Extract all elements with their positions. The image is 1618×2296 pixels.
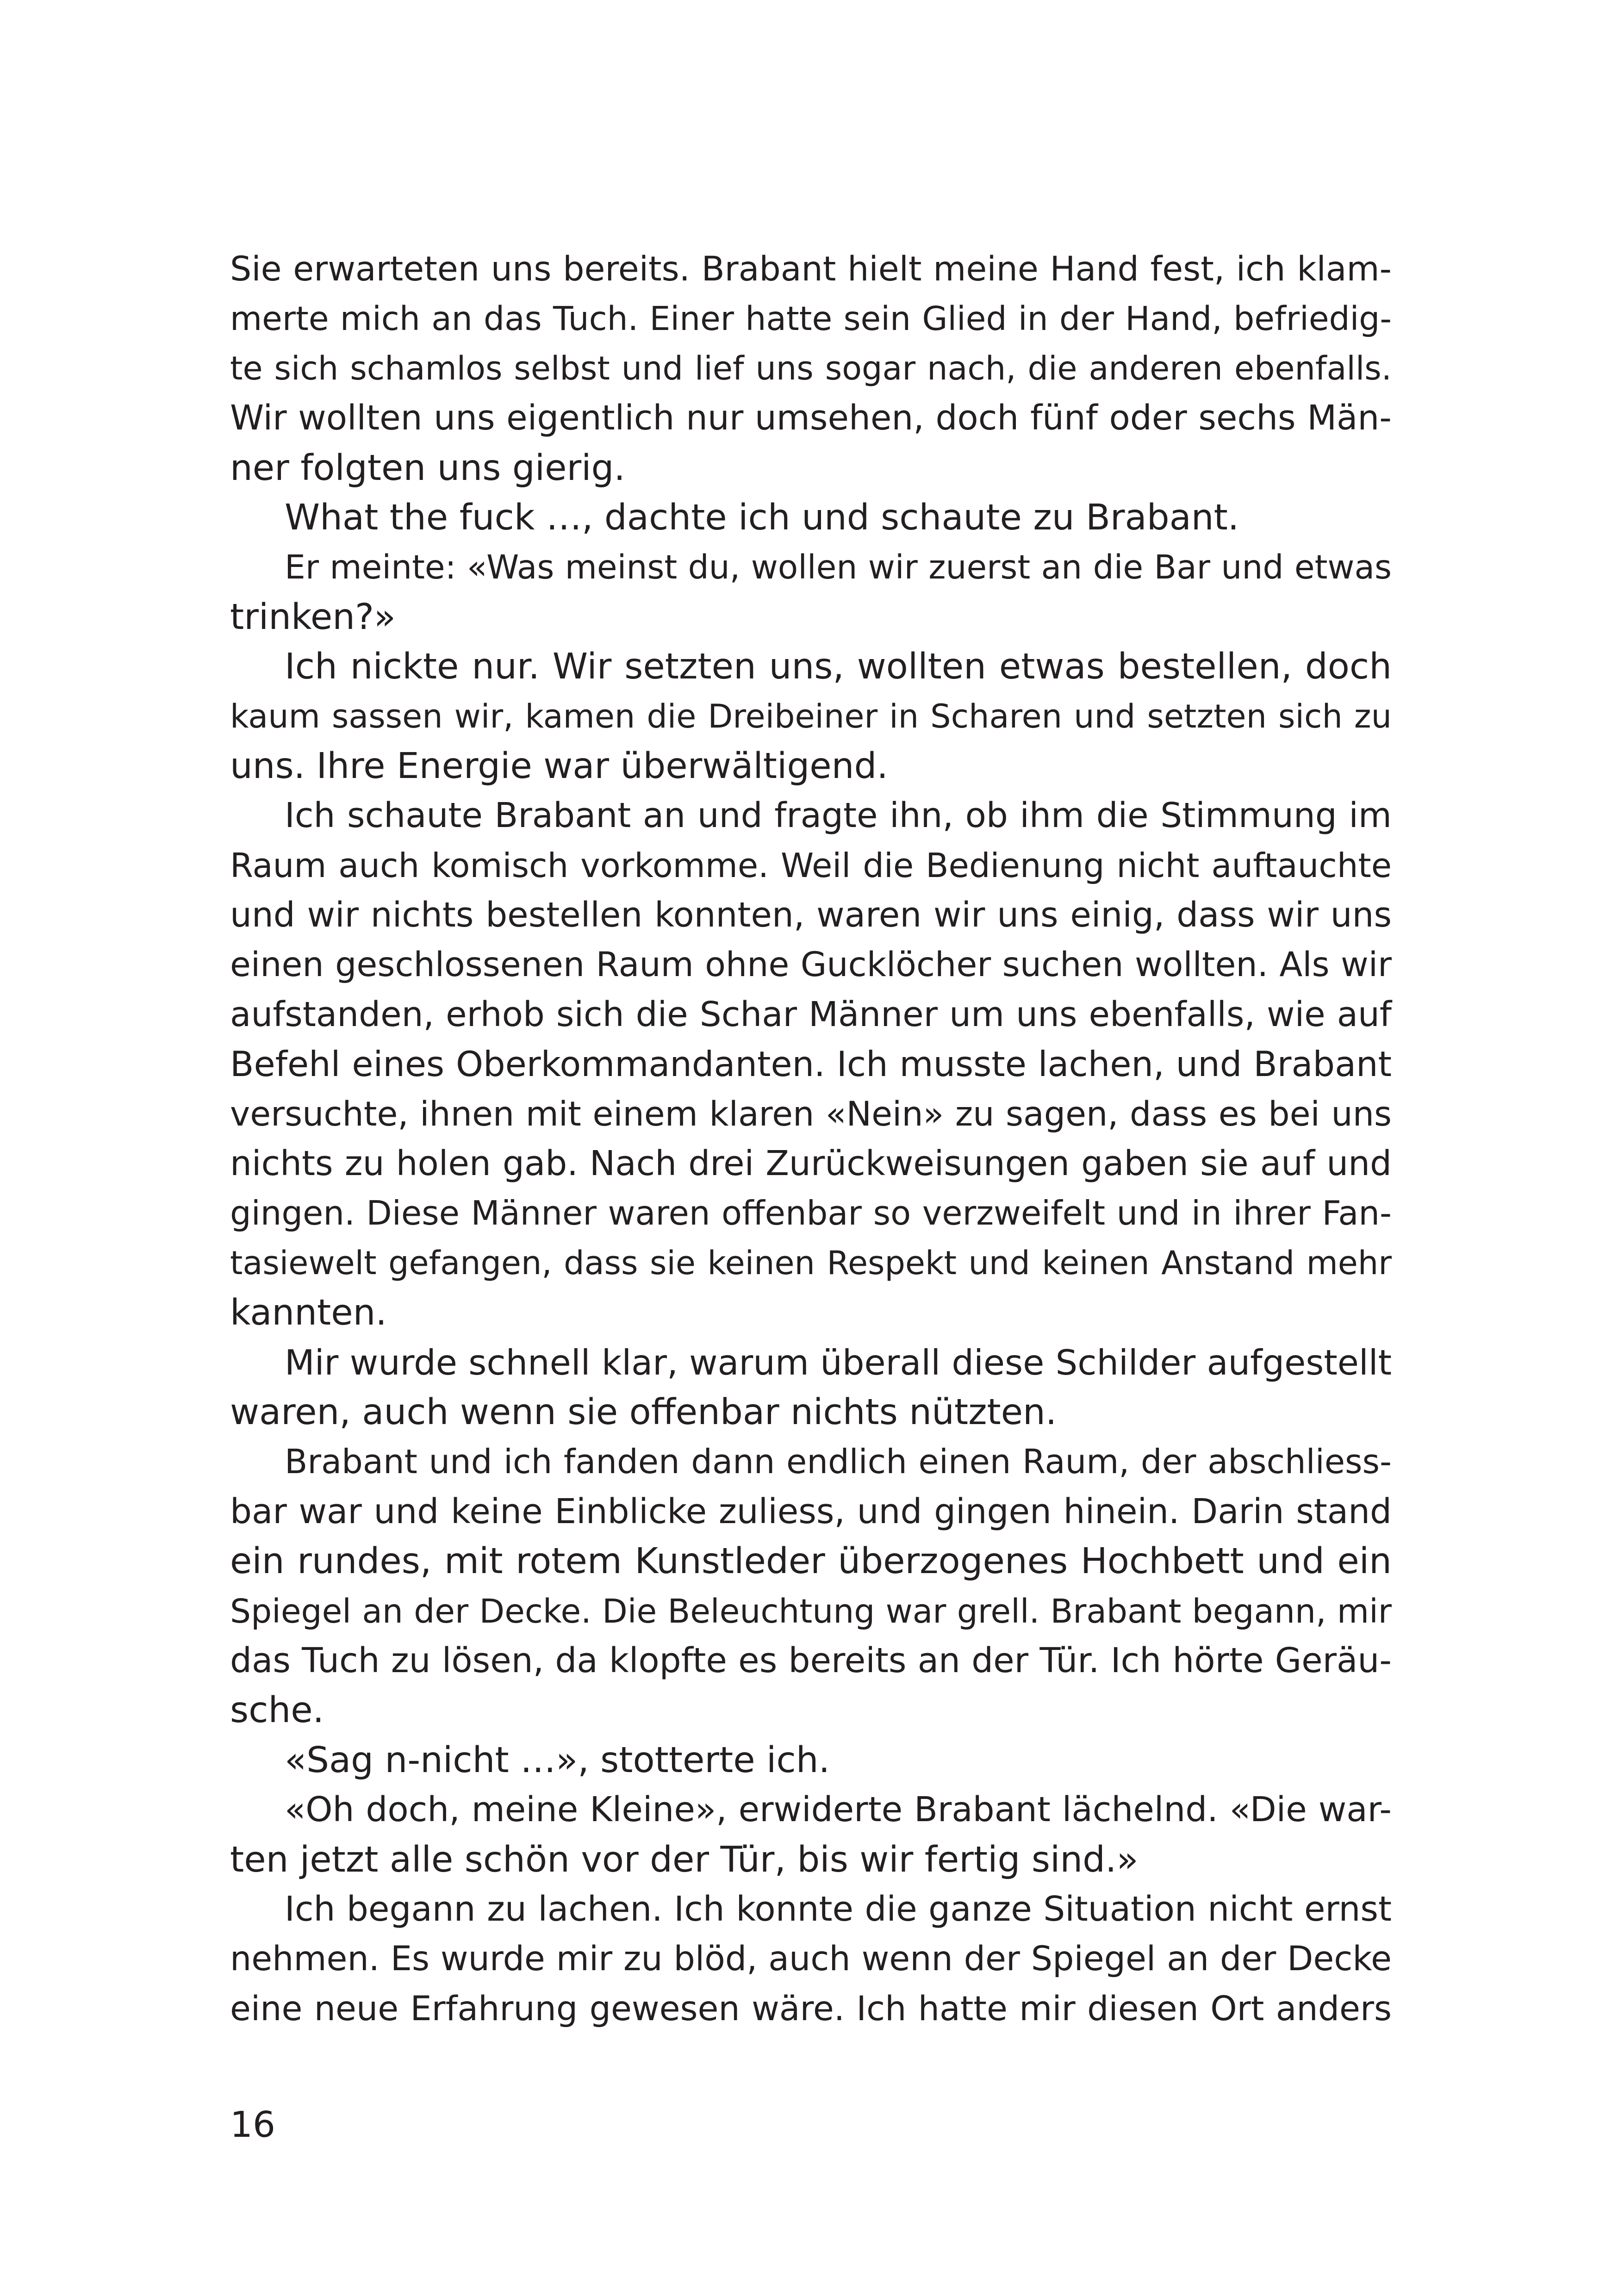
text-line: Spiegel an der Decke. Die Beleuchtung war grell. Brabant begann, mir <box>230 1592 1392 1630</box>
text-line: kaum sassen wir, kamen die Dreibeiner in Scharen und setzten sich zu <box>230 697 1392 735</box>
text-line: nehmen. Es wurde mir zu blöd, auch wenn der Spiegel an der Decke <box>230 1939 1392 1979</box>
text-line: uns. Ihre Energie war überwältigend. <box>230 745 888 787</box>
text-line: das Tuch zu lösen, da klopfte es bereits an der Tür. Ich hörte Geräu- <box>230 1640 1392 1680</box>
text-line: gingen. Diese Männer waren offenbar so verzweifelt und in ihrer Fan- <box>230 1194 1392 1233</box>
text-line: kannten. <box>230 1292 387 1334</box>
text-line: ner folgten uns gierig. <box>230 447 625 489</box>
text-line: nichts zu holen gab. Nach drei Zurückweisungen gaben sie auf und <box>230 1144 1392 1184</box>
body-text <box>230 244 1392 2034</box>
page-number: 16 <box>230 2104 275 2146</box>
text-line: Sie erwarteten uns bereits. Brabant hielt meine Hand fest, ich klam- <box>230 249 1392 289</box>
text-line: trinken?» <box>230 596 396 638</box>
text-line: «Sag n-nicht …», stotterte ich. <box>285 1739 830 1781</box>
text-line: Brabant und ich fanden dann endlich einen Raum, der abschliess- <box>285 1442 1392 1481</box>
text-line: What the fuck …, dachte ich und schaute zu Brabant. <box>285 497 1239 538</box>
text-line: ein rundes, mit rotem Kunstleder überzogenes Hochbett und ein <box>230 1541 1392 1582</box>
text-line: sche. <box>230 1690 324 1731</box>
text-line: bar war und keine Einblicke zuliess, und gingen hinein. Darin stand <box>230 1491 1392 1531</box>
text-line: Ich begann zu lachen. Ich konnte die ganze Situation nicht ernst <box>285 1889 1392 1929</box>
text-line: Ich schaute Brabant an und fragte ihn, ob ihm die Stimmung im <box>285 796 1392 836</box>
text-line: «Oh doch, meine Kleine», erwiderte Brabant lächelnd. «Die war- <box>285 1790 1392 1830</box>
text-line: Er meinte: «Was meinst du, wollen wir zuerst an die Bar und etwas <box>285 548 1392 587</box>
text-line: ten jetzt alle schön vor der Tür, bis wir fertig sind.» <box>230 1839 1139 1880</box>
text-line: einen geschlossenen Raum ohne Gucklöcher suchen wollten. Als wir <box>230 945 1392 985</box>
text-line: merte mich an das Tuch. Einer hatte sein Glied in der Hand, befriedig- <box>230 299 1392 338</box>
text-line: Ich nickte nur. Wir setzten uns, wollten etwas bestellen, doch <box>285 646 1392 688</box>
text-line: und wir nichts bestellen konnten, waren wir uns einig, dass wir uns <box>230 895 1392 935</box>
text-line: Mir wurde schnell klar, warum überall diese Schilder aufgestellt <box>285 1342 1392 1383</box>
text-line: versuchte, ihnen mit einem klaren «Nein» zu sagen, dass es bei uns <box>230 1094 1392 1134</box>
text-line: Befehl eines Oberkommandanten. Ich musste lachen, und Brabant <box>230 1044 1392 1085</box>
text-line: waren, auch wenn sie offenbar nichts nützten. <box>230 1391 1057 1433</box>
text-line: eine neue Erfahrung gewesen wäre. Ich hatte mir diesen Ort anders <box>230 1989 1392 2028</box>
text-line: te sich schamlos selbst und lief uns sogar nach, die anderen ebenfalls. <box>230 349 1392 387</box>
text-line: Wir wollten uns eigentlich nur umsehen, doch fünf oder sechs Män- <box>230 398 1392 438</box>
text-line: tasiewelt gefangen, dass sie keinen Respekt und keinen Anstand mehr <box>230 1244 1392 1282</box>
text-line: aufstanden, erhob sich die Schar Männer um uns ebenfalls, wie auf <box>230 994 1392 1034</box>
text-line: Raum auch komisch vorkomme. Weil die Bedienung nicht auftauchte <box>230 846 1392 885</box>
